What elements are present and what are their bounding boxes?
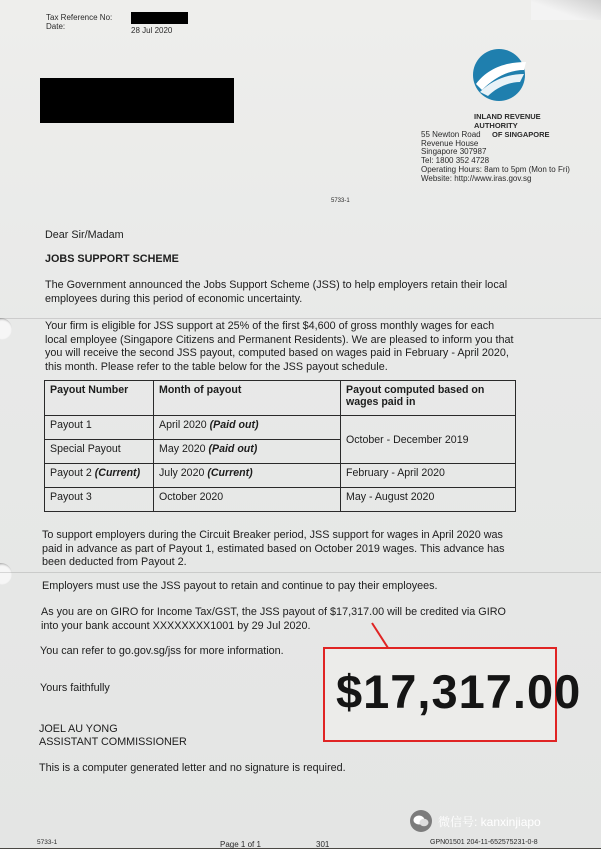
footer-note: This is a computer generated letter and no signature is required. bbox=[39, 762, 346, 774]
footer-mid-code: 301 bbox=[316, 840, 330, 849]
punch-hole-top bbox=[0, 318, 12, 340]
closing: Yours faithfully bbox=[40, 682, 110, 694]
tel-line: Tel: 1800 352 4728 bbox=[421, 156, 490, 165]
table-row bbox=[45, 416, 516, 440]
header-payout-basis: Payout computed based on wages paid in bbox=[341, 381, 516, 416]
paper-curl bbox=[531, 0, 601, 20]
cell-basis: October - December 2019 bbox=[341, 416, 516, 464]
payout-schedule-table bbox=[44, 380, 516, 512]
redacted-address-block bbox=[40, 78, 234, 123]
cell-month: May 2020 (Paid out) bbox=[154, 440, 341, 464]
authority-name-1: INLAND REVENUE bbox=[474, 112, 541, 121]
footer-left-code: 5733-1 bbox=[37, 839, 58, 846]
iras-logo bbox=[468, 48, 530, 103]
cell-payout-number: Special Payout bbox=[45, 440, 154, 464]
ref-code-top: 5733-1 bbox=[331, 198, 350, 204]
date-label: Date: bbox=[46, 22, 66, 31]
wechat-watermark bbox=[410, 808, 541, 834]
cell-month: April 2020 (Paid out) bbox=[154, 416, 341, 440]
table-row bbox=[45, 488, 516, 512]
table-header-row bbox=[45, 381, 516, 416]
paragraph-more-info: You can refer to go.gov.sg/jss for more information. bbox=[40, 645, 284, 657]
signatory-title: ASSISTANT COMMISSIONER bbox=[39, 736, 187, 748]
cell-basis: May - August 2020 bbox=[341, 488, 516, 512]
watermark-text: 微信号: kanxinjiapo bbox=[438, 814, 541, 829]
signatory-name: JOEL AU YONG bbox=[39, 723, 118, 735]
authority-name-3: OF SINGAPORE bbox=[492, 130, 550, 139]
tax-reference-label: Tax Reference No: bbox=[46, 13, 113, 22]
address-line-3: Singapore 307987 bbox=[421, 147, 487, 156]
address-line-2: Revenue House bbox=[421, 139, 479, 148]
paragraph-circuit-breaker: To support employers during the Circuit Breaker period, JSS support for wages in April 2020 was paid in advance as part of Payout 1, estimated based on October 2019 wages. This advance has been deducted from Payout 2. bbox=[42, 529, 505, 569]
authority-name-2: AUTHORITY bbox=[474, 121, 518, 130]
salutation: Dear Sir/Madam bbox=[45, 229, 124, 241]
paragraph-giro: As you are on GIRO for Income Tax/GST, the JSS payout of $17,317.00 will be credited via GIRO into your bank account XXXXXXXX1001 by 29 Jul 2020. bbox=[41, 606, 506, 632]
subject-heading: JOBS SUPPORT SCHEME bbox=[45, 253, 179, 265]
cell-payout-number: Payout 1 bbox=[45, 416, 154, 440]
cell-basis: February - April 2020 bbox=[341, 464, 516, 488]
date-value: 28 Jul 2020 bbox=[131, 26, 173, 35]
cell-month: October 2020 bbox=[154, 488, 341, 512]
punch-hole-bottom bbox=[0, 563, 12, 585]
paragraph-eligibility: Your firm is eligible for JSS support at 25% of the first $4,600 of gross monthly wages for each local employee (Singapore Citizens and Permanent Residents). We are pleased to inform you that you will receive the second JSS payout, computed based on wages paid in February - April 2020, this month. Please refer to the table below for the JSS payout schedule. bbox=[45, 320, 514, 373]
paragraph-employers: Employers must use the JSS payout to retain and continue to pay their employees. bbox=[42, 580, 438, 592]
fold-line bbox=[0, 318, 601, 319]
table-row bbox=[45, 464, 516, 488]
paragraph-intro: The Government announced the Jobs Support Scheme (JSS) to help employers retain their local employees during this period of economic uncertainty. bbox=[45, 279, 508, 305]
highlighted-amount: $17,317.00 bbox=[336, 665, 582, 718]
footer-page: Page 1 of 1 bbox=[220, 840, 261, 849]
website-line: Website: http://www.iras.gov.sg bbox=[421, 174, 532, 183]
fold-line bbox=[0, 572, 601, 573]
hours-line: Operating Hours: 8am to 5pm (Mon to Fri) bbox=[421, 165, 570, 174]
cell-payout-number: Payout 2 (Current) bbox=[45, 464, 154, 488]
cell-month: July 2020 (Current) bbox=[154, 464, 341, 488]
address-line-1: 55 Newton Road bbox=[421, 130, 481, 139]
redacted-tax-reference bbox=[131, 12, 188, 24]
header-payout-number: Payout Number bbox=[45, 381, 154, 416]
cell-payout-number: Payout 3 bbox=[45, 488, 154, 512]
header-month-of-payout: Month of payout bbox=[154, 381, 341, 416]
wechat-icon bbox=[410, 810, 432, 832]
footer-right-code: GPN01501 204-11-652575231-0-8 bbox=[430, 839, 538, 846]
